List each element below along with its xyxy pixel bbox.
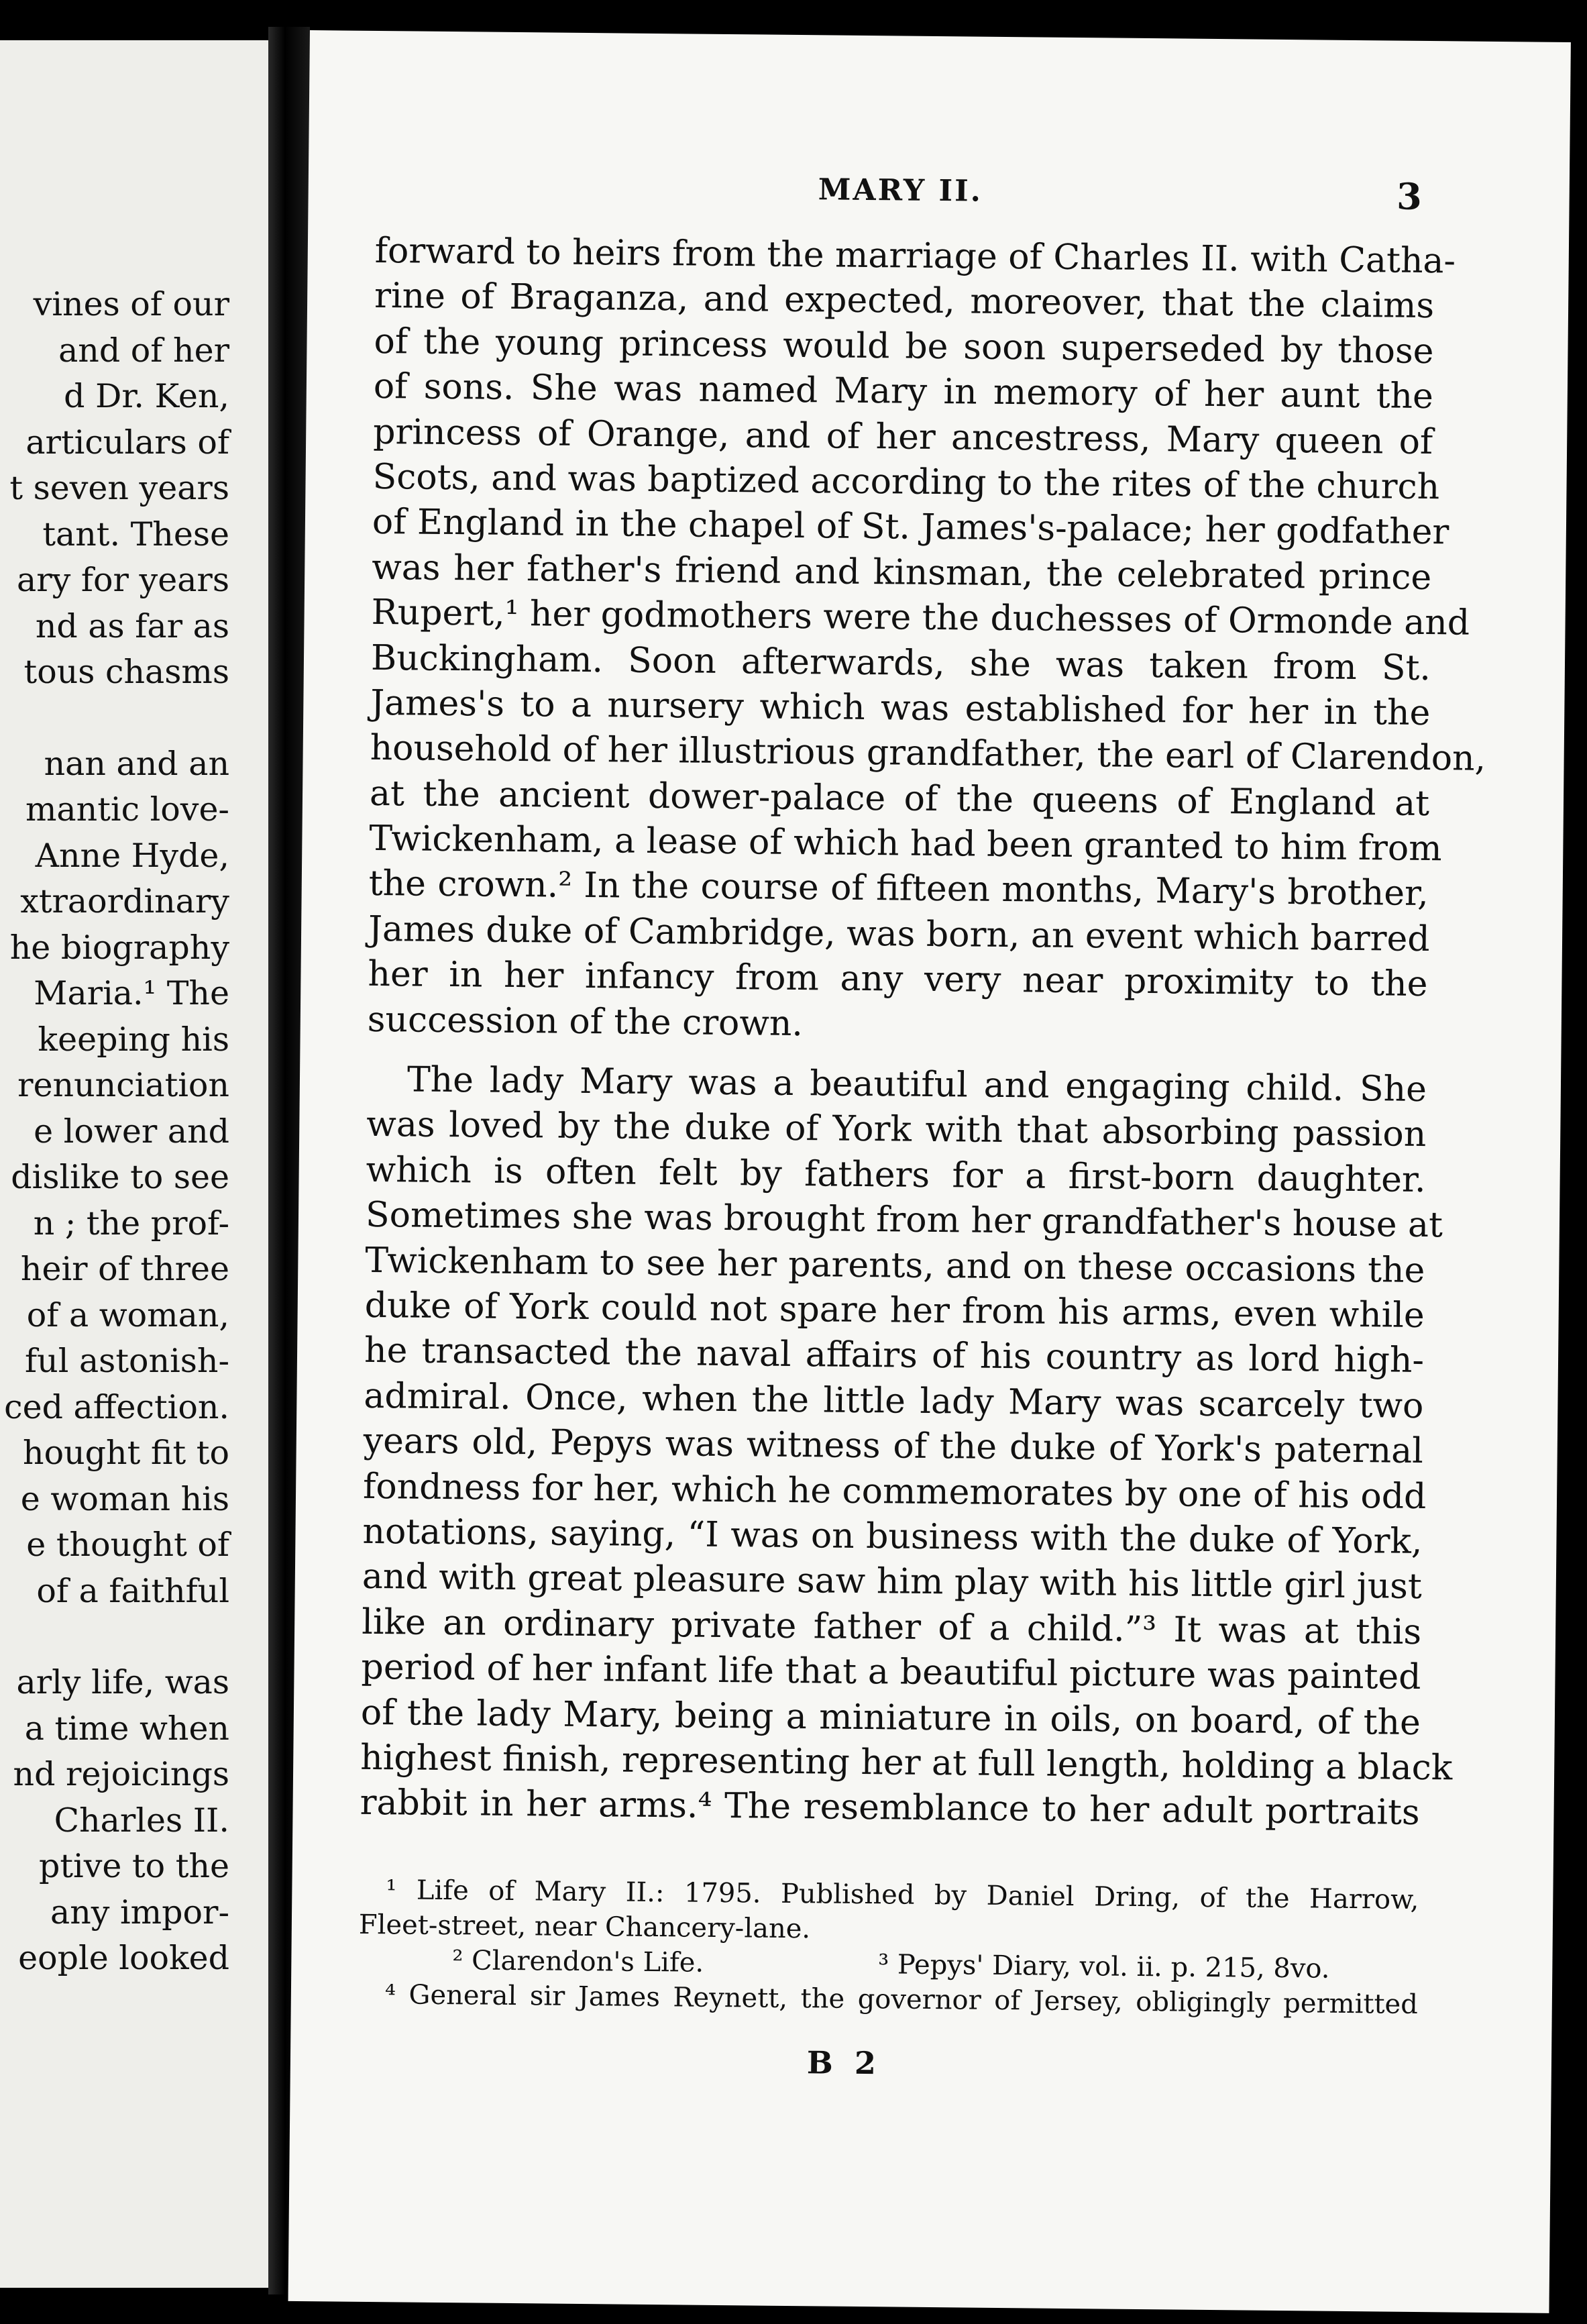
left-line: and of her bbox=[58, 331, 229, 370]
left-line: ary for years bbox=[17, 561, 229, 599]
left-line: heir of three bbox=[20, 1250, 229, 1288]
signature-mark: B 2 bbox=[806, 2044, 882, 2082]
text-line: Rupert,¹ her godmothers were the duchesses of Ormonde and bbox=[371, 592, 1470, 643]
text-line: The lady Mary was a beautiful and engaging child. She bbox=[406, 1059, 1427, 1110]
right-page bbox=[288, 30, 1571, 2313]
left-line: a time when bbox=[24, 1709, 229, 1748]
footnote-2: ² Clarendon's Life. bbox=[452, 1945, 704, 1978]
text-line: princess of Orange, and of her ancestress, Mary queen of bbox=[372, 411, 1433, 462]
text-line: forward to heirs from the marriage of Charles II. with Catha- bbox=[374, 230, 1456, 282]
left-line: xtraordinary bbox=[20, 882, 229, 920]
left-line: ced affection. bbox=[4, 1387, 229, 1426]
left-line: of a faithful bbox=[36, 1571, 229, 1610]
text-line: Buckingham. Soon afterwards, she was taken from St. bbox=[370, 637, 1431, 688]
text-line: notations, saying, “I was on business with the duke of York, bbox=[362, 1511, 1423, 1562]
left-line: of a woman, bbox=[26, 1296, 229, 1334]
left-line: dislike to see bbox=[11, 1158, 229, 1196]
left-line: t seven years bbox=[9, 469, 229, 507]
left-line: vines of our bbox=[33, 285, 229, 323]
left-line: e lower and bbox=[34, 1112, 229, 1151]
left-line: keeping his bbox=[38, 1020, 229, 1059]
text-line: was loved by the duke of York with that absorbing passion bbox=[366, 1104, 1427, 1155]
left-line: any impor- bbox=[50, 1893, 229, 1932]
text-line: of England in the chapel of St. James's-palace; her godfather bbox=[372, 502, 1449, 553]
text-line: which is often felt by fathers for a first-born daughter. bbox=[366, 1149, 1426, 1200]
text-line: at the ancient dower-palace of the queens of England at bbox=[369, 773, 1430, 824]
left-line: nd as far as bbox=[35, 606, 229, 645]
text-line: rine of Braganza, and expected, moreover, that the claims bbox=[374, 276, 1435, 327]
left-line: n ; the prof- bbox=[33, 1204, 229, 1243]
text-line: admiral. Once, when the little lady Mary was scarcely two bbox=[364, 1375, 1424, 1426]
body-text bbox=[360, 229, 1486, 1836]
text-line: of the young princess would be soon superseded by those bbox=[374, 321, 1434, 372]
text-line: James duke of Cambridge, was born, an event which barred bbox=[368, 908, 1430, 959]
left-line: renunciation bbox=[17, 1066, 229, 1104]
text-line: years old, Pepys was witness of the duke of York's paternal bbox=[363, 1421, 1424, 1472]
left-line: Anne Hyde, bbox=[35, 836, 229, 875]
left-line: nan and an bbox=[44, 744, 229, 783]
footnotes bbox=[358, 1872, 1419, 2022]
text-line: rabbit in her arms.⁴ The resemblance to her adult portraits bbox=[360, 1783, 1420, 1834]
left-line: he biography bbox=[9, 928, 229, 967]
left-line: d Dr. Ken, bbox=[64, 377, 229, 415]
text-line: of the lady Mary, being a miniature in oils, on board, of the bbox=[360, 1692, 1421, 1743]
text-line: of sons. She was named Mary in memory of her aunt the bbox=[373, 366, 1434, 417]
text-line: he transacted the naval affairs of his country as lord high- bbox=[364, 1330, 1425, 1381]
text-line: Scots, and was baptized according to the rites of the church bbox=[372, 456, 1440, 508]
left-line: e woman his bbox=[20, 1479, 229, 1518]
text-line: James's to a nursery which was established for her in the bbox=[370, 682, 1431, 733]
text-line: like an ordinary private father of a child.”³ It was at this bbox=[361, 1601, 1422, 1652]
left-line: tant. These bbox=[42, 515, 229, 553]
text-line: was her father's friend and kinsman, the celebrated prince bbox=[372, 547, 1432, 598]
text-line: household of her illustrious grandfather, the earl of Clarendon, bbox=[370, 728, 1486, 780]
left-line: Charles II. bbox=[54, 1801, 229, 1840]
footnote-1: ¹ Life of Mary II.: 1795. Published by Daniel Dring, of the Harrow, bbox=[386, 1874, 1419, 1915]
text-line: highest finish, representing her at full length, holding a black bbox=[360, 1737, 1453, 1789]
left-line: articulars of bbox=[25, 423, 229, 462]
text-line: Sometimes she was brought from her grandfather's house at bbox=[365, 1195, 1443, 1246]
text-line: and with great pleasure saw him play with his little girl just bbox=[362, 1556, 1423, 1607]
text-line: fondness for her, which he commemorates by one of his odd bbox=[362, 1466, 1427, 1517]
left-line: e thought of bbox=[26, 1526, 229, 1564]
left-line: Maria.¹ The bbox=[34, 974, 229, 1012]
left-line: tous chasms bbox=[23, 653, 229, 691]
left-line: arly life, was bbox=[16, 1663, 229, 1701]
page-number: 3 bbox=[1396, 174, 1423, 218]
footnote-4: ⁴ General sir James Reynett, the governor of Jersey, obligingly permitted bbox=[384, 1979, 1419, 2020]
text-line: Twickenham, a lease of which had been granted to him from bbox=[369, 818, 1442, 869]
left-line: nd rejoicings bbox=[13, 1755, 229, 1793]
left-line: eople looked bbox=[18, 1939, 229, 1977]
footnote-1-continued: Fleet-street, near Chancery-lane. bbox=[358, 1909, 811, 1945]
text-line: Twickenham to see her parents, and on these occasions the bbox=[365, 1240, 1425, 1291]
text-line: the crown.² In the course of fifteen months, Mary's brother, bbox=[368, 863, 1429, 914]
text-line: her in her infancy from any very near proximity to the bbox=[368, 954, 1428, 1005]
left-page-text bbox=[4, 282, 229, 1982]
left-line: mantic love- bbox=[25, 790, 229, 829]
left-line: ful astonish- bbox=[25, 1342, 229, 1380]
text-line: succession of the crown. bbox=[367, 999, 804, 1044]
text-line: duke of York could not spare her from his arms, even while bbox=[364, 1285, 1425, 1336]
footnote-3: ³ Pepys' Diary, vol. ii. p. 215, 8vo. bbox=[877, 1949, 1330, 1985]
text-line: period of her infant life that a beautiful picture was painted bbox=[361, 1646, 1421, 1698]
running-head: MARY II. bbox=[818, 172, 983, 209]
left-line: ptive to the bbox=[39, 1847, 229, 1885]
left-page bbox=[0, 40, 268, 2288]
left-line: hought fit to bbox=[23, 1434, 229, 1472]
